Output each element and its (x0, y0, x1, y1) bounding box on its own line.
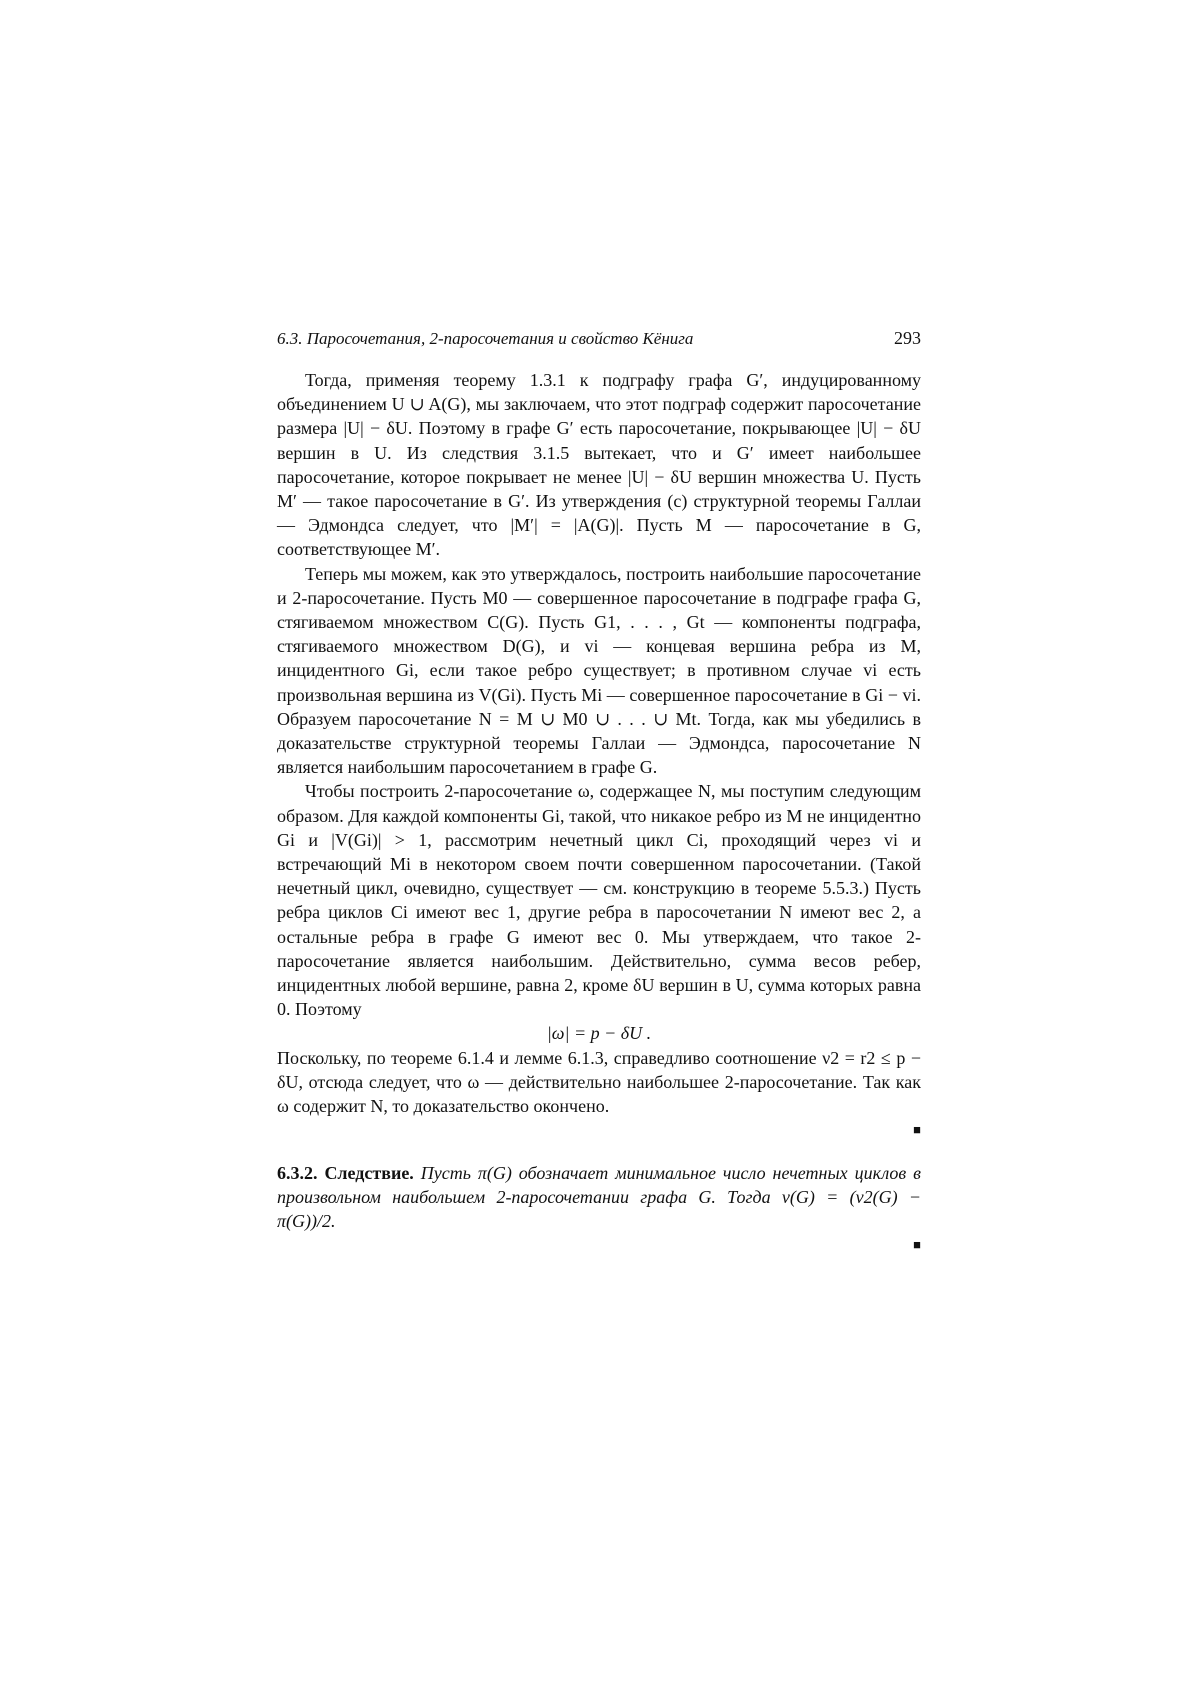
corollary-text: Пусть π(G) обозначает минимальное число нечетных циклов в произвольном наибольшем 2-паросочетании графа G. Тогда ν(G) = (ν2(G) − π(G))/2. (277, 1162, 921, 1231)
corollary-6-3-2 (277, 1161, 921, 1258)
running-head (277, 328, 921, 349)
paragraph-1: Тогда, применяя теорему 1.3.1 к подграфу графа G′, индуцированному объединением U ∪ A(G), мы заключаем, что этот подграф содержит паросочетание размера |U| − δU. Поэтому в графе G′ есть паросочетание, покрывающее |U| − δU вершин в U. Из следствия 3.1.5 вытекает, что и G′ имеет наибольшее паросочетание, которое покрывает не менее |U| − δU вершин множества U. Пусть M′ — такое паросочетание в G′. Из утверждения (c) структурной теоремы Галлаи — Эдмондса следует, что |M′| = |A(G)|. Пусть M — паросочетание в G, соответствующее M′. (277, 370, 921, 560)
corollary-heading: 6.3.2. Следствие. (277, 1162, 414, 1183)
qed-mark: ■ (913, 1122, 921, 1138)
qed-line (277, 1118, 921, 1142)
formula-text: |ω| = p − δU . (546, 1023, 652, 1044)
page-body (277, 368, 921, 1257)
paragraph-3: Чтобы построить 2-паросочетание ω, содержащее N, мы поступим следующим образом. Для каждой компоненты Gi, такой, что никакое ребро из M не инцидентно Gi и |V(Gi)| > 1, рассмотрим нечетный цикл Ci, проходящий через vi и встречающий Mi в некотором своем почти совершенном паросочетании. (Такой нечетный цикл, очевидно, существует — см. конструкцию в теореме 5.5.3.) Пусть ребра циклов Ci имеют вес 1, другие ребра в паросочетании N имеют вес 2, а остальные ребра в графе G имеют вес 0. Мы утверждаем, что такое 2-паросочетание является наибольшим. Действительно, сумма весов ребер, инцидентных любой вершине, равна 2, кроме δU вершин в U, сумма которых равна 0. Поэтому (277, 781, 921, 1020)
corollary-end-mark: ■ (913, 1237, 921, 1253)
corollary-end (277, 1233, 921, 1257)
paragraph-4 (277, 1046, 921, 1143)
paragraph-2: Теперь мы можем, как это утверждалось, построить наибольшие паросочетание и 2-паросочетание. Пусть M0 — совершенное паросочетание в подграфе графа G, стягиваемом множеством C(G). Пусть G1, . . . , Gt — компоненты подграфа, стягиваемого множеством D(G), и vi — концевая вершина ребра из M, инцидентного Gi, если такое ребро существует; в противном случае vi есть произвольная вершина из V(Gi). Пусть Mi — совершенное паросочетание в Gi − vi. Образуем паросочетание N = M ∪ M0 ∪ . . . ∪ Mt. Тогда, как мы убедились в доказательстве структурной теоремы Галлаи — Эдмондса, паросочетание N является наибольшим паросочетанием в графе G. (277, 563, 921, 778)
paragraph-4-text: Поскольку, по теореме 6.1.4 и лемме 6.1.3, справедливо соотношение ν2 = r2 ≤ p − δU, отсюда следует, что ω — действительно наибольшее 2-паросочетание. Так как ω содержит N, то доказательство окончено. (277, 1047, 921, 1117)
page-number: 293 (894, 328, 921, 348)
running-title: 6.3. Паросочетания, 2-паросочетания и свойство Кёнига (277, 329, 694, 348)
display-formula (277, 1021, 921, 1045)
